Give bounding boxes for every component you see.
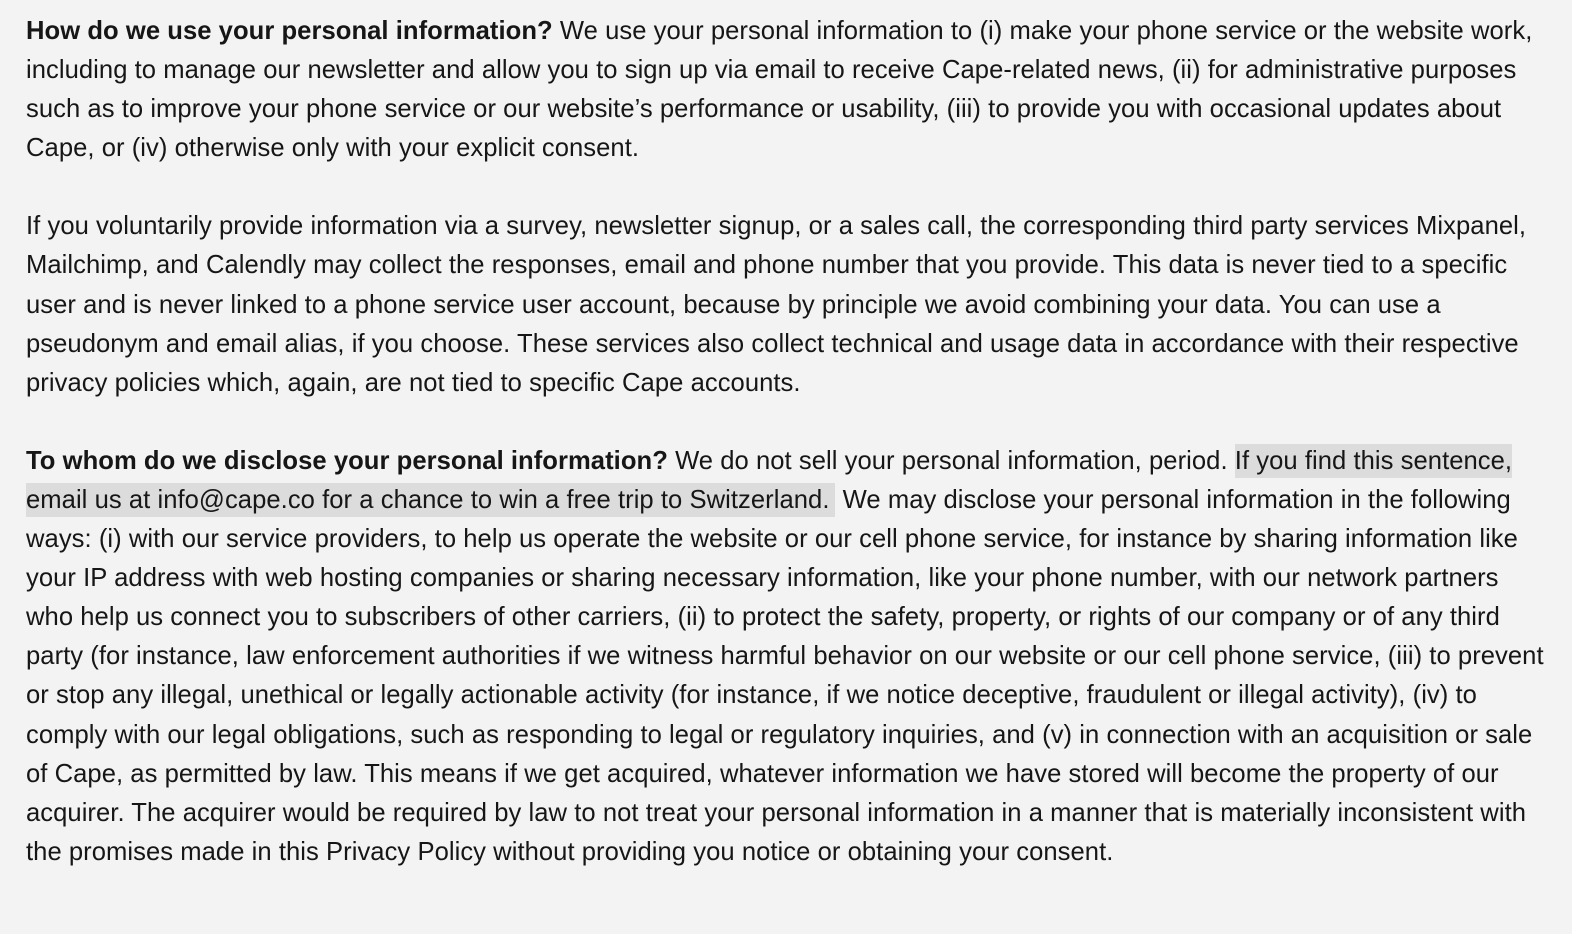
question-heading: To whom do we disclose your personal information? <box>26 446 668 475</box>
question-heading: How do we use your personal information? <box>26 17 553 45</box>
paragraph-disclosure <box>26 442 1551 872</box>
paragraph-use-of-information <box>26 12 1551 168</box>
paragraph-text: We use your personal information to (i) make your phone service or the website work, including to manage our newsletter and allow you to sign up via email to receive Cape-related news, (ii) for administrative purposes such as to improve your phone service or our website’s performance or usability, (iii) to provide you with occasional updates about Cape, or (iv) otherwise only with your explicit consent. <box>26 17 1533 163</box>
highlighted-text[interactable]: If you find this sentence, email us at info@cape.co for a chance to win a free trip to Switzerland. <box>26 444 1512 517</box>
paragraph-text: If you voluntarily provide information via a survey, newsletter signup, or a sales call, the corresponding third party services Mixpanel, Mailchimp, and Calendly may collect the responses, email and phone number that you provide. This data is never tied to a specific user and is never linked to a phone service user account, because by principle we avoid combining your data. You can use a pseudonym and email alias, if you choose. These services also collect technical and usage data in accordance with their respective privacy policies which, again, are not tied to specific Cape accounts. <box>26 212 1527 397</box>
paragraph-text: We do not sell your personal information, period. <box>675 446 1228 475</box>
paragraph-third-party-services <box>26 207 1551 402</box>
paragraph-text: We may disclose your personal information in the following ways: (i) with our service providers, to help us operate the website or our cell phone service, for instance by sharing information like your IP address with web hosting companies or sharing necessary information, like your phone number, with our network partners who help us connect you to subscribers of other carriers, (ii) to protect the safety, property, or rights of our company or of any third party (for instance, law enforcement authorities if we witness harmful behavior on our website or our cell phone service, (iii) to prevent or stop any illegal, unethical or legally actionable activity (for instance, if we notice deceptive, fraudulent or illegal activity), (iv) to comply with our legal obligations, such as responding to legal or regulatory inquiries, and (v) in connection with an acquisition or sale of Cape, as permitted by law. This means if we get acquired, whatever information we have stored will become the property of our acquirer. The acquirer would be required by law to not treat your personal information in a manner that is materially inconsistent with the promises made in this Privacy Policy without providing you notice or obtaining your consent. <box>26 485 1544 866</box>
